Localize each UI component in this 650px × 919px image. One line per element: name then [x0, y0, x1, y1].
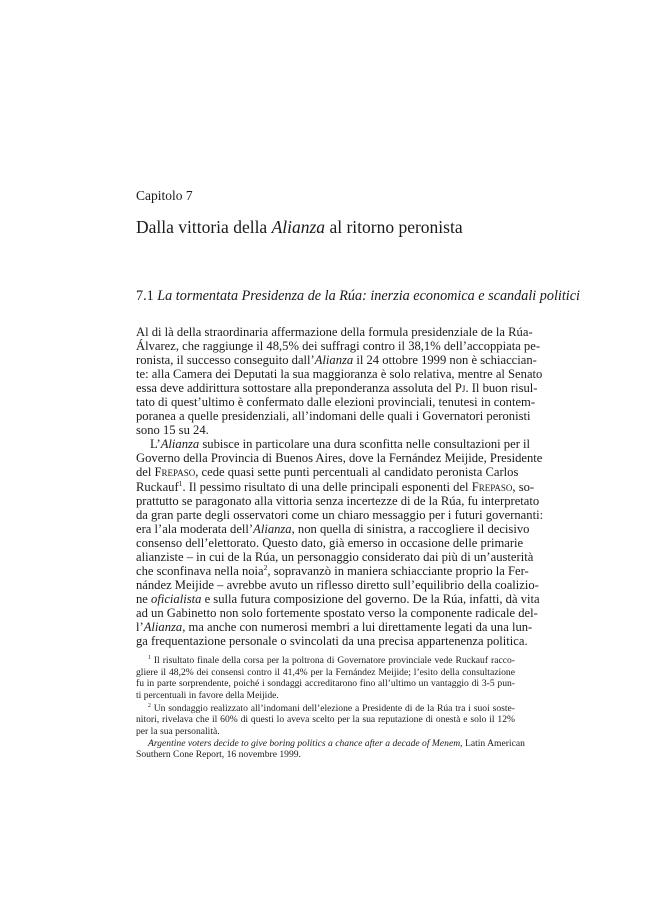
footnote-marker: 1	[178, 478, 183, 488]
text-run: ti percentuali in favore della Meijide.	[136, 689, 279, 701]
text-run: alianziste – in cui de la Rúa, un personaggio considerato dai più di un’austerità	[136, 549, 534, 564]
text-run: , cede quasi sette punti percentuali al candidato peronista Carlos	[195, 465, 519, 480]
text-run: , sopravanzò in maniera schiacciante proprio la Fer-	[267, 563, 529, 578]
text-line	[136, 493, 540, 508]
section-title	[136, 288, 580, 305]
text-run: ad un Gabinetto non solo fortemente spostato verso la componente radicale del-	[136, 605, 538, 620]
text-run: 7.1	[136, 288, 158, 304]
text-run: del	[136, 465, 155, 480]
text-line	[136, 655, 515, 667]
text-run: Álvarez, che raggiunge il 48,5% dei suffragi contro il 38,1% dell’accoppiata pe-	[136, 339, 541, 354]
text-run: La tormentata Presidenza de la Rúa: inerzia economica e scandali politici	[157, 288, 580, 304]
footnotes	[136, 654, 525, 761]
text-run: e sulla futura composizione del governo. De la Rúa, infatti, dà vita	[201, 591, 540, 606]
footnote-marker: 1	[148, 654, 151, 661]
text-run: che sconfinava nella noia	[136, 563, 264, 578]
text-run: ne	[136, 591, 152, 606]
text-run: per la sua personalità.	[136, 726, 220, 738]
text-run: Il risultato finale della corsa per la poltrona di Governatore provinciale vede Ruckauf racco-	[150, 655, 515, 666]
text-run: sono 15 su 24.	[136, 423, 209, 438]
text-run: gliere il 48,2% dei consensi contro il 41,4% per la Fernández Meijide; l’esito della consultazione	[136, 666, 515, 678]
text-run: Alianza	[253, 521, 292, 536]
text-line	[136, 667, 515, 679]
text-line	[136, 423, 515, 437]
text-run: Dalla vittoria della	[136, 217, 272, 237]
text-line	[136, 737, 525, 750]
text-line	[136, 619, 533, 634]
text-run: da gran parte degli osservatori come un chiaro messaggio per i futuri governanti:	[136, 507, 544, 522]
text-run: . Il pessimo risultato di una delle principali esponenti del	[182, 479, 472, 494]
text-run: , Latin American	[460, 737, 525, 749]
text-run: Alianza	[271, 217, 326, 237]
text-run: ronista, il successo conseguito dall’	[136, 353, 315, 368]
footnote-marker: 2	[148, 702, 151, 709]
text-line	[136, 749, 515, 761]
text-line	[136, 367, 543, 382]
text-line	[136, 478, 535, 494]
text-run: consenso dell’elettorato. Questo dato, già emerso in occasione delle primarie	[136, 535, 524, 550]
text-line	[136, 339, 541, 354]
text-run: nández Meijide – avrebbe avuto un riflesso diretto sull’equilibrio della coalizio-	[136, 577, 539, 592]
text-run: fu in parte sorprendente, poiché i sondaggi accreditarono fino all’ultimo un vantaggio di 3-5 pun-	[136, 678, 515, 690]
text-run: L’	[150, 437, 161, 452]
text-run: l’	[136, 619, 144, 634]
text-run: . Il buon risul-	[465, 381, 538, 396]
text-line	[136, 562, 529, 578]
text-line	[136, 451, 543, 466]
text-run: , non quella di sinistra, a raccogliere il decisivo	[291, 521, 530, 536]
text-line	[136, 395, 536, 410]
text-line	[136, 714, 515, 726]
text-run: era l’ala moderata dell’	[136, 521, 254, 536]
text-run: Argentine voters decide to give boring politics a chance after a decade of Menem	[148, 737, 461, 749]
text-run: essa deve addirittura sottostare alla preponderanza assoluta del	[136, 381, 455, 396]
text-run: al ritorno peronista	[325, 217, 463, 237]
text-line	[136, 690, 515, 702]
text-run: Alianza	[160, 437, 200, 452]
chapter-label: Capitolo 7	[136, 188, 193, 203]
text-line	[136, 381, 538, 396]
text-run: Pj	[454, 381, 466, 396]
text-line	[136, 465, 519, 480]
text-run: poranea a quelle presidenziali, all’indomani delle quali i Governatori peronisti	[136, 409, 531, 424]
text-line	[136, 325, 533, 339]
text-run: Ruckauf	[136, 479, 179, 494]
text-run: oficialista	[151, 591, 202, 606]
text-line	[136, 507, 544, 522]
text-line	[136, 634, 528, 649]
text-line	[136, 521, 530, 536]
text-line	[136, 409, 531, 424]
text-line	[136, 437, 531, 452]
text-run: , ma anche con numerosi membri a lui direttamente legati da una lun-	[182, 619, 533, 634]
text-run: Alianza	[314, 353, 354, 368]
text-line	[136, 549, 534, 564]
text-run: Frepaso	[471, 479, 513, 494]
footnote-marker: 2	[263, 562, 268, 572]
text-line	[136, 535, 524, 550]
chapter-title	[136, 217, 515, 238]
text-run: Al di là della straordinaria affermazione della formula presidenziale de la Rúa-	[136, 325, 533, 339]
text-run: prattutto se paragonato alla vittoria senza incertezze di de la Rúa, fu interpretato	[136, 493, 540, 508]
text-run: il 24 ottobre 1999 non è schiaccian-	[353, 353, 537, 368]
text-run: subisce in particolare una dura sconfitta nelle consultazioni per il	[199, 437, 531, 452]
text-line	[136, 591, 540, 606]
text-line	[136, 605, 538, 620]
text-run: Southern Cone Report, 16 novembre 1999.	[136, 749, 301, 761]
text-run: ga frequentazione personale o svincolati da una precisa appartenenza politica.	[136, 634, 528, 649]
text-run: tato di quest’ultimo è confermato dalle elezioni provinciali, tenutesi in contem-	[136, 395, 536, 410]
text-run: , so-	[512, 479, 535, 494]
text-run: Alianza	[143, 619, 183, 634]
text-line	[136, 726, 515, 738]
text-line	[136, 703, 515, 715]
text-run: nitori, rivelava che il 60% di questi lo aveva scelto per la sua reputazione di onestà e solo il 12%	[136, 714, 515, 726]
text-line	[136, 678, 515, 690]
body-text	[136, 325, 544, 649]
text-run: Un sondaggio realizzato all’indomani dell’elezione a Presidente di de la Rúa tra i suoi soste-	[150, 702, 515, 714]
text-line	[136, 353, 537, 368]
text-run: Governo della Provincia di Buenos Aires, dove la Fernández Meijide, Presidente	[136, 451, 543, 466]
text-run: te: alla Camera dei Deputati la sua maggioranza è solo relativa, mentre al Senato	[136, 367, 543, 382]
text-run: Frepaso	[154, 465, 196, 480]
text-line	[136, 577, 539, 592]
